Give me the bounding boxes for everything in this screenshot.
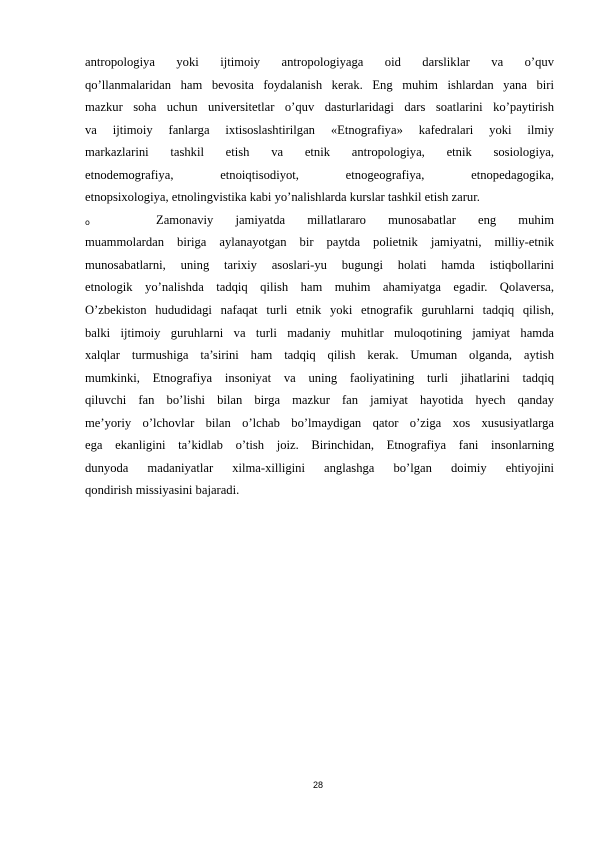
body-text — [85, 51, 554, 502]
text-line: qondirish missiyasini bajaradi. — [85, 483, 240, 498]
paragraph-2 — [85, 209, 554, 502]
text-line: markazlarini tashkil etish va etnik antropologiya, etnik sosiologiya, — [85, 145, 554, 160]
text-line: munosabatlarni, uning tarixiy asoslari-yu bugungi holati hamda istiqbollarini — [85, 257, 554, 272]
text-line: ega ekanligini ta’kidlab o’tish joiz. Birinchidan, Etnografiya fani insonlarning — [85, 438, 554, 453]
text-line: qo’llanmalaridan ham bevosita foydalanish kerak. Eng muhim ishlardan yana biri — [85, 77, 554, 92]
text-line: etnologik yo’nalishda tadqiq qilish ham muhim ahamiyatga egadir. Qolaversa, — [85, 280, 554, 295]
text-line: etnopsixologiya, etnolingvistika kabi yo’nalishlarda kurslar tashkil etish zarur. — [85, 190, 480, 205]
text-line: xalqlar turmushiga ta’sirini ham tadqiq qilish kerak. Umuman olganda, aytish — [85, 348, 554, 363]
text-line: balki ijtimoiy guruhlarni va turli madaniy muhitlar muloqotining jamiyat hamda — [85, 325, 554, 340]
text-line: etnodemografiya, etnoiqtisodiyot, etnogeografiya, etnopedagogika, — [85, 167, 554, 182]
text-line: va ijtimoiy fanlarga ixtisoslashtirilgan «Etnografiya» kafedralari yoki ilmiy — [85, 122, 554, 137]
text-line: dunyoda madaniyatlar xilma-xilligini anglashga bo’lgan doimiy ehtiyojini — [85, 460, 554, 475]
text-line: Zamonaviy jamiyatda millatlararo munosabatlar eng muhim — [156, 212, 554, 227]
bullet-line — [85, 209, 554, 232]
text-line: antropologiya yoki ijtimoiy antropologiyaga oid darsliklar va o’quv — [85, 55, 554, 69]
text-line: mazkur soha uchun universitetlar o’quv dasturlaridagi dars soatlarini ko’paytirish — [85, 100, 554, 115]
paragraph-1 — [85, 51, 554, 209]
bullet-marker-icon: o — [85, 217, 90, 227]
page-number: 28 — [312, 780, 323, 790]
text-line: muammolardan biriga aylanayotgan bir paytda polietnik jamiyatni, milliy-etnik — [85, 235, 554, 250]
text-line: qiluvchi fan bo’lishi bilan birga mazkur fan jamiyat hayotida hyech qanday — [85, 393, 554, 408]
text-line: me’yoriy o’lchovlar bilan o’lchab bo’lmaydigan qator o’ziga xos xususiyatlarga — [85, 415, 554, 430]
text-line: O’zbekiston hududidagi nafaqat turli etnik yoki etnografik guruhlarni tadqiq qilish, — [85, 303, 554, 318]
text-line: mumkinki, Etnografiya insoniyat va uning faoliyatining turli jihatlarini tadqiq — [85, 370, 554, 385]
